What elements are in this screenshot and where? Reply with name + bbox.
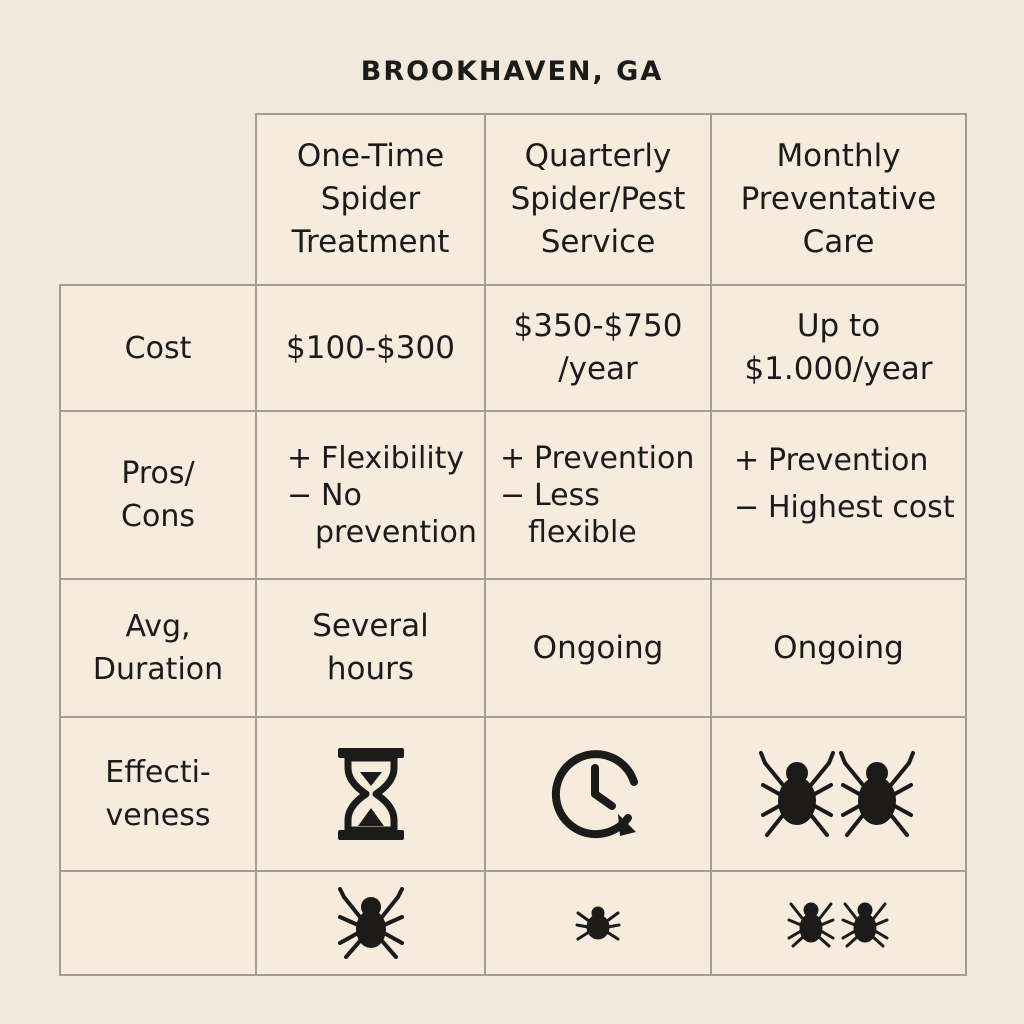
spider-pair-icon <box>759 749 919 839</box>
con-monthly: Highest cost <box>768 490 955 525</box>
pro-monthly: Prevention <box>768 443 929 478</box>
small-spider-icon <box>575 903 621 943</box>
header-quarterly-line3: Service <box>540 224 656 260</box>
duration-monthly <box>710 578 967 718</box>
cost-one-time <box>255 284 486 412</box>
row-label-effectiveness <box>59 716 257 872</box>
row-label-pros-cons-line1: Pros/ <box>121 456 195 491</box>
cost-monthly-line2: $1.000/year <box>744 351 933 387</box>
duration-one-time-line1: Several <box>312 608 429 644</box>
pros-cons-monthly <box>710 410 967 580</box>
cost-quarterly-line2: /year <box>558 351 638 387</box>
row-label-effectiveness-line2: veness <box>105 798 211 833</box>
header-one-time-line1: One-Time <box>296 138 445 174</box>
spider-icon <box>336 887 406 959</box>
bottom-quarterly <box>484 870 712 976</box>
pros-cons-one-time <box>255 410 486 580</box>
pro-sign: + <box>500 440 526 476</box>
row-label-effectiveness-line1: Effecti- <box>105 755 211 790</box>
bottom-monthly <box>710 870 967 976</box>
con-sign: − <box>287 477 313 513</box>
con-one-time-line1: No <box>321 477 362 513</box>
con-quarterly-line2: flexible <box>528 514 637 550</box>
clock-icon <box>548 744 648 844</box>
row-label-duration-line1: Avg, <box>125 609 191 644</box>
header-monthly-line3: Care <box>802 224 875 260</box>
header-monthly-line2: Preventative <box>740 181 937 217</box>
header-one-time-line3: Treatment <box>291 224 450 260</box>
row-label-duration <box>59 578 257 718</box>
effectiveness-quarterly <box>484 716 712 872</box>
cost-quarterly <box>484 284 712 412</box>
header-quarterly-line2: Spider/Pest <box>510 181 686 217</box>
cost-one-time-text: $100-$300 <box>286 329 455 366</box>
bottom-one-time <box>255 870 486 976</box>
effectiveness-one-time <box>255 716 486 872</box>
duration-one-time <box>255 578 486 718</box>
row-label-cost-text: Cost <box>124 330 192 366</box>
duration-quarterly-text: Ongoing <box>532 629 664 666</box>
pros-cons-quarterly <box>484 410 712 580</box>
header-one-time-line2: Spider <box>320 181 421 217</box>
cost-quarterly-line1: $350-$750 <box>513 308 683 344</box>
con-quarterly-line1: Less <box>534 477 600 513</box>
header-quarterly-line1: Quarterly <box>524 138 672 174</box>
header-monthly-line1: Monthly <box>776 138 901 174</box>
pro-sign: + <box>287 440 313 476</box>
pro-one-time: Flexibility <box>321 440 465 476</box>
duration-quarterly <box>484 578 712 718</box>
duration-monthly-text: Ongoing <box>773 629 904 666</box>
hourglass-icon <box>336 746 406 842</box>
spider-pair-icon <box>787 898 891 948</box>
header-monthly <box>710 113 967 286</box>
row-label-pros-cons-line2: Cons <box>121 499 195 534</box>
page-title: BROOKHAVEN, GA <box>360 56 664 87</box>
header-quarterly <box>484 113 712 286</box>
row-label-duration-line2: Duration <box>92 652 224 687</box>
row-label-bottom <box>59 870 257 976</box>
header-one-time <box>255 113 486 286</box>
cost-monthly-line1: Up to <box>796 308 881 344</box>
effectiveness-monthly <box>710 716 967 872</box>
con-sign: − <box>734 490 760 525</box>
row-label-cost <box>59 284 257 412</box>
con-sign: − <box>500 477 526 513</box>
row-label-pros-cons <box>59 410 257 580</box>
duration-one-time-line2: hours <box>326 651 415 687</box>
pro-sign: + <box>734 443 760 478</box>
con-one-time-line2: prevention <box>315 514 477 550</box>
pro-quarterly: Prevention <box>534 440 695 476</box>
cost-monthly <box>710 284 967 412</box>
